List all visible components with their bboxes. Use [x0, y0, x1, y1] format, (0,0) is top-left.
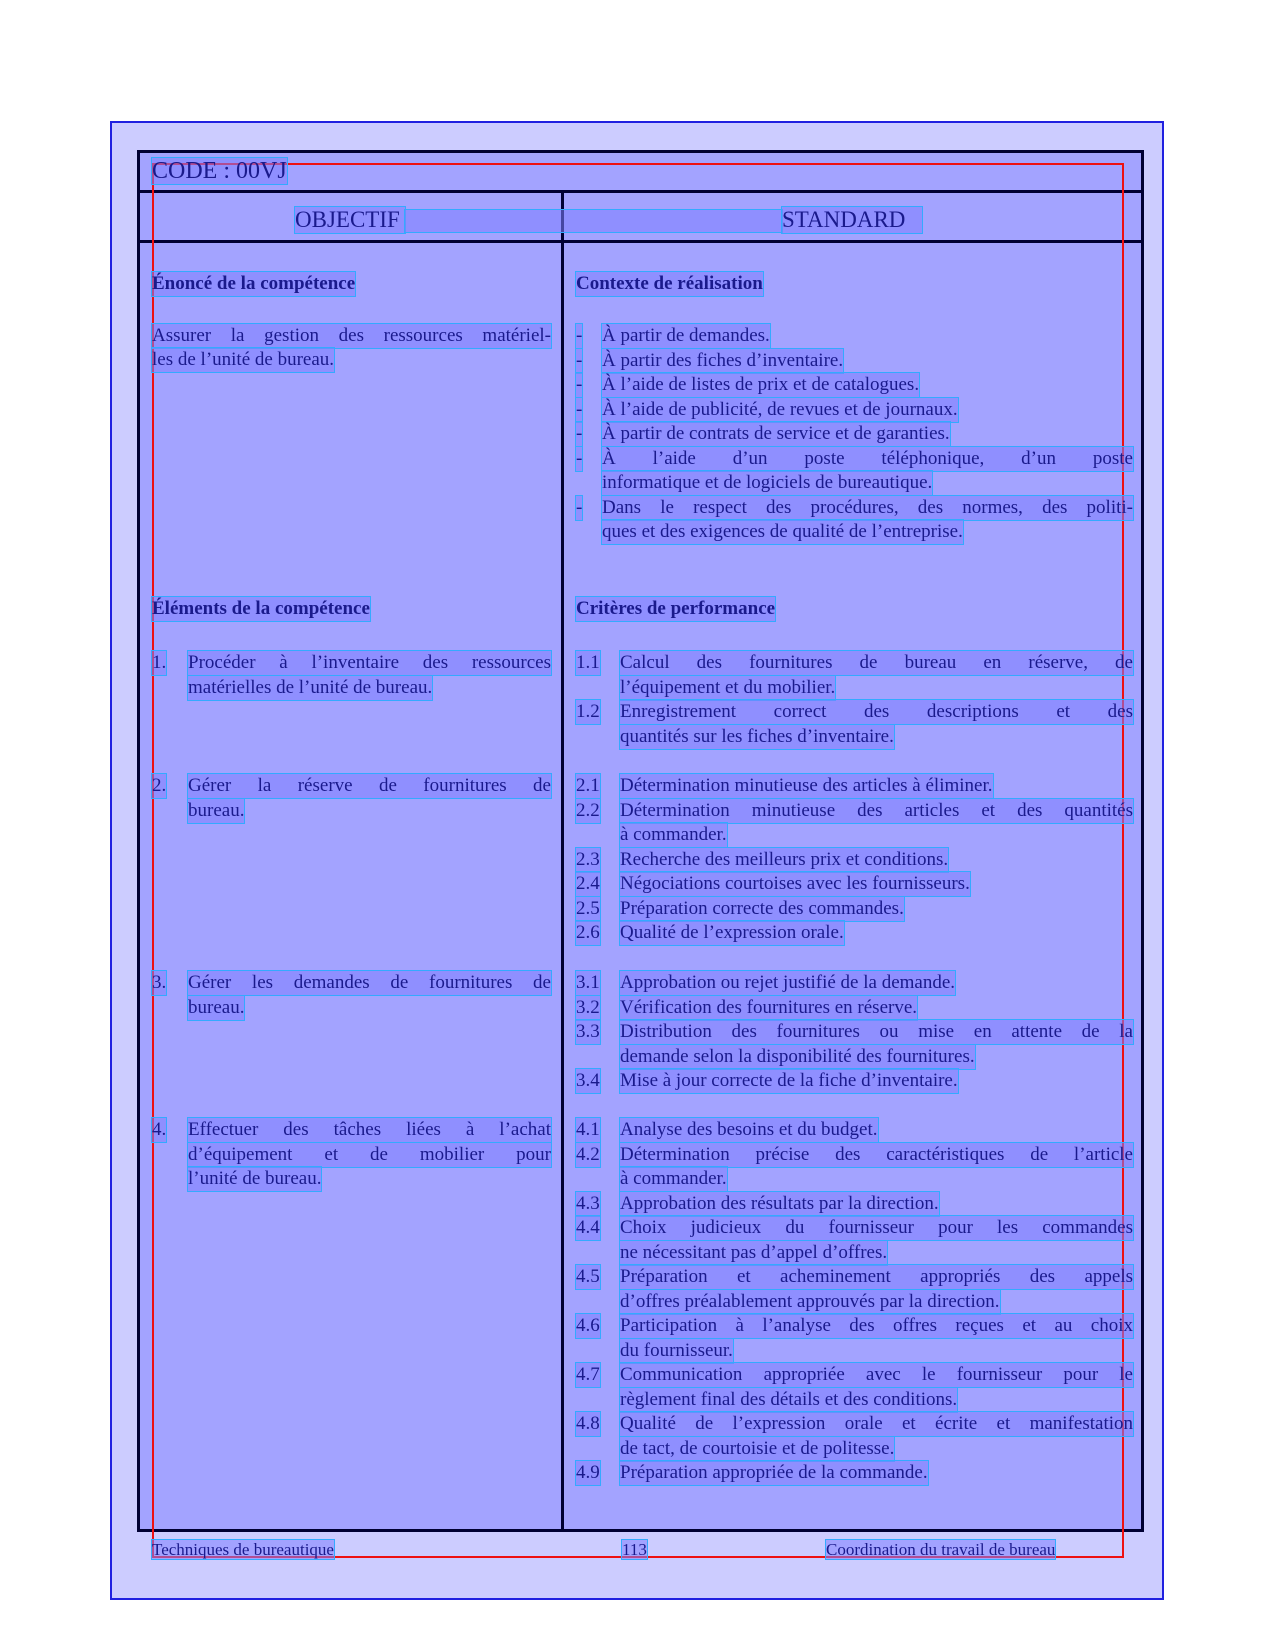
criterion-text-line: Détermination minutieuse des articles et des quantités: [620, 799, 1133, 821]
standard-header: STANDARD: [782, 207, 922, 233]
criterion-text-line: Calcul des fournitures de bureau en réserve, de: [620, 652, 1133, 673]
contexte-bullet: -: [576, 325, 583, 346]
criterion-text-line: Approbation des résultats par la direction.: [620, 1192, 939, 1214]
criterion-text-line: Recherche des meilleurs prix et conditions.: [620, 848, 949, 870]
contexte-bullet: -: [576, 374, 583, 395]
criterion-text-line: Préparation et acheminement appropriés des appels: [620, 1266, 1133, 1287]
criterion-number: 4.4: [576, 1217, 600, 1238]
table-divider: [137, 240, 1144, 243]
criterion-number: 4.7: [576, 1364, 600, 1385]
criterion-number: 2.4: [576, 873, 600, 894]
criterion-text-line: Choix judicieux du fournisseur pour les commandes: [620, 1217, 1133, 1238]
contexte-bullet: -: [576, 423, 583, 444]
criterion-number: 3.4: [576, 1070, 600, 1091]
criterion-text-line: du fournisseur.: [620, 1339, 733, 1361]
contexte-bullet: -: [576, 349, 583, 371]
contexte-item-line: À partir de contrats de service et de garanties.: [602, 423, 950, 444]
criterion-text-line: à commander.: [620, 824, 727, 845]
criterion-number: 1.2: [576, 701, 600, 722]
enonce-text-line: Assurer la gestion des ressources matériel-: [152, 325, 551, 346]
objectif-header: OBJECTIF: [295, 207, 405, 233]
criterion-text-line: Qualité de l’expression orale et écrite et manifestation: [620, 1413, 1133, 1434]
criterion-text-line: demande selon la disponibilité des fournitures.: [620, 1045, 975, 1067]
element-text-line: d’équipement et de mobilier pour: [188, 1143, 551, 1165]
criterion-text-line: quantités sur les fiches d’inventaire.: [620, 725, 894, 747]
criterion-text-line: Participation à l’analyse des offres reçues et au choix: [620, 1315, 1133, 1336]
criterion-number: 2.3: [576, 848, 600, 870]
criterion-number: 4.8: [576, 1413, 600, 1434]
element-number: 1.: [152, 652, 167, 673]
criterion-number: 3.2: [576, 996, 600, 1018]
criterion-number: 1.1: [576, 652, 600, 673]
criterion-number: 2.2: [576, 799, 600, 821]
criterion-text-line: Qualité de l’expression orale.: [620, 922, 844, 943]
element-text-line: matérielles de l’unité de bureau.: [188, 676, 433, 698]
document-code: CODE : 00VJ: [152, 158, 287, 184]
criteres-title: Critères de performance: [576, 598, 776, 619]
contexte-item-line: À l’aide d’un poste téléphonique, d’un poste: [602, 447, 1133, 469]
criterion-text-line: Préparation appropriée de la commande.: [620, 1462, 928, 1483]
criterion-text-line: règlement final des détails et des conditions.: [620, 1388, 958, 1410]
criterion-text-line: Distribution des fournitures ou mise en attente de la: [620, 1021, 1133, 1042]
contexte-item-line: À partir de demandes.: [602, 325, 770, 346]
element-number: 3.: [152, 972, 167, 993]
contexte-item-line: Dans le respect des procédures, des normes, des politi-: [602, 496, 1133, 518]
contexte-bullet: -: [576, 398, 583, 420]
element-text-line: l’unité de bureau.: [188, 1168, 322, 1189]
element-text-line: bureau.: [188, 996, 245, 1018]
criterion-text-line: Négociations courtoises avec les fournisseurs.: [620, 873, 970, 894]
criterion-text-line: à commander.: [620, 1168, 727, 1189]
criterion-number: 2.6: [576, 922, 600, 943]
column-divider: [561, 190, 564, 1532]
enonce-text-line: les de l’unité de bureau.: [152, 349, 335, 370]
contexte-bullet: -: [576, 496, 583, 518]
criterion-number: 2.5: [576, 897, 600, 919]
element-text-line: bureau.: [188, 799, 245, 821]
criterion-number: 4.1: [576, 1119, 600, 1140]
criterion-text-line: Détermination minutieuse des articles à éliminer.: [620, 775, 993, 796]
contexte-item-line: ques et des exigences de qualité de l’entreprise.: [602, 521, 963, 542]
element-text-line: Procéder à l’inventaire des ressources: [188, 652, 551, 673]
criterion-text-line: Vérification des fournitures en réserve.: [620, 996, 918, 1018]
criterion-text-line: Enregistrement correct des descriptions et des: [620, 701, 1133, 722]
criterion-text-line: Analyse des besoins et du budget.: [620, 1119, 878, 1140]
criterion-number: 4.2: [576, 1143, 600, 1165]
footer-page-number: 113: [622, 1540, 647, 1559]
footer-section: Coordination du travail de bureau: [826, 1540, 1056, 1559]
contexte-bullet: -: [576, 447, 583, 469]
element-text-line: Gérer les demandes de fournitures de: [188, 972, 551, 993]
header-row-highlight: [405, 210, 782, 232]
criterion-text-line: Détermination précise des caractéristiques de l’article: [620, 1143, 1133, 1165]
contexte-item-line: À l’aide de listes de prix et de catalogues.: [602, 374, 920, 395]
criterion-text-line: d’offres préalablement approuvés par la direction.: [620, 1290, 1000, 1312]
contexte-item-line: informatique et de logiciels de bureautique.: [602, 472, 933, 493]
criterion-number: 3.1: [576, 972, 600, 993]
criterion-text-line: ne nécessitant pas d’appel d’offres.: [620, 1241, 888, 1263]
element-number: 4.: [152, 1119, 167, 1140]
criterion-number: 4.3: [576, 1192, 600, 1214]
criterion-number: 4.6: [576, 1315, 600, 1336]
element-text-line: Gérer la réserve de fournitures de: [188, 775, 551, 796]
criterion-text-line: l’équipement et du mobilier.: [620, 676, 836, 698]
footer-program: Techniques de bureautique: [152, 1540, 334, 1559]
criterion-text-line: Mise à jour correcte de la fiche d’inventaire.: [620, 1070, 958, 1091]
criterion-number: 2.1: [576, 775, 600, 796]
criterion-number: 4.9: [576, 1462, 600, 1483]
criterion-text-line: Communication appropriée avec le fournisseur pour le: [620, 1364, 1133, 1385]
contexte-item-line: À partir des fiches d’inventaire.: [602, 349, 844, 371]
enonce-title: Énoncé de la compétence: [152, 273, 356, 294]
contexte-item-line: À l’aide de publicité, de revues et de journaux.: [602, 398, 958, 420]
criterion-text-line: Préparation correcte des commandes.: [620, 897, 904, 919]
criterion-number: 4.5: [576, 1266, 600, 1287]
criterion-number: 3.3: [576, 1021, 600, 1042]
table-divider: [137, 190, 1144, 193]
criterion-text-line: de tact, de courtoisie et de politesse.: [620, 1437, 895, 1459]
criterion-text-line: Approbation ou rejet justifié de la demande.: [620, 972, 956, 993]
elements-title: Éléments de la compétence: [152, 598, 370, 619]
element-number: 2.: [152, 775, 167, 796]
element-text-line: Effectuer des tâches liées à l’achat: [188, 1119, 551, 1140]
contexte-title: Contexte de réalisation: [576, 273, 763, 294]
